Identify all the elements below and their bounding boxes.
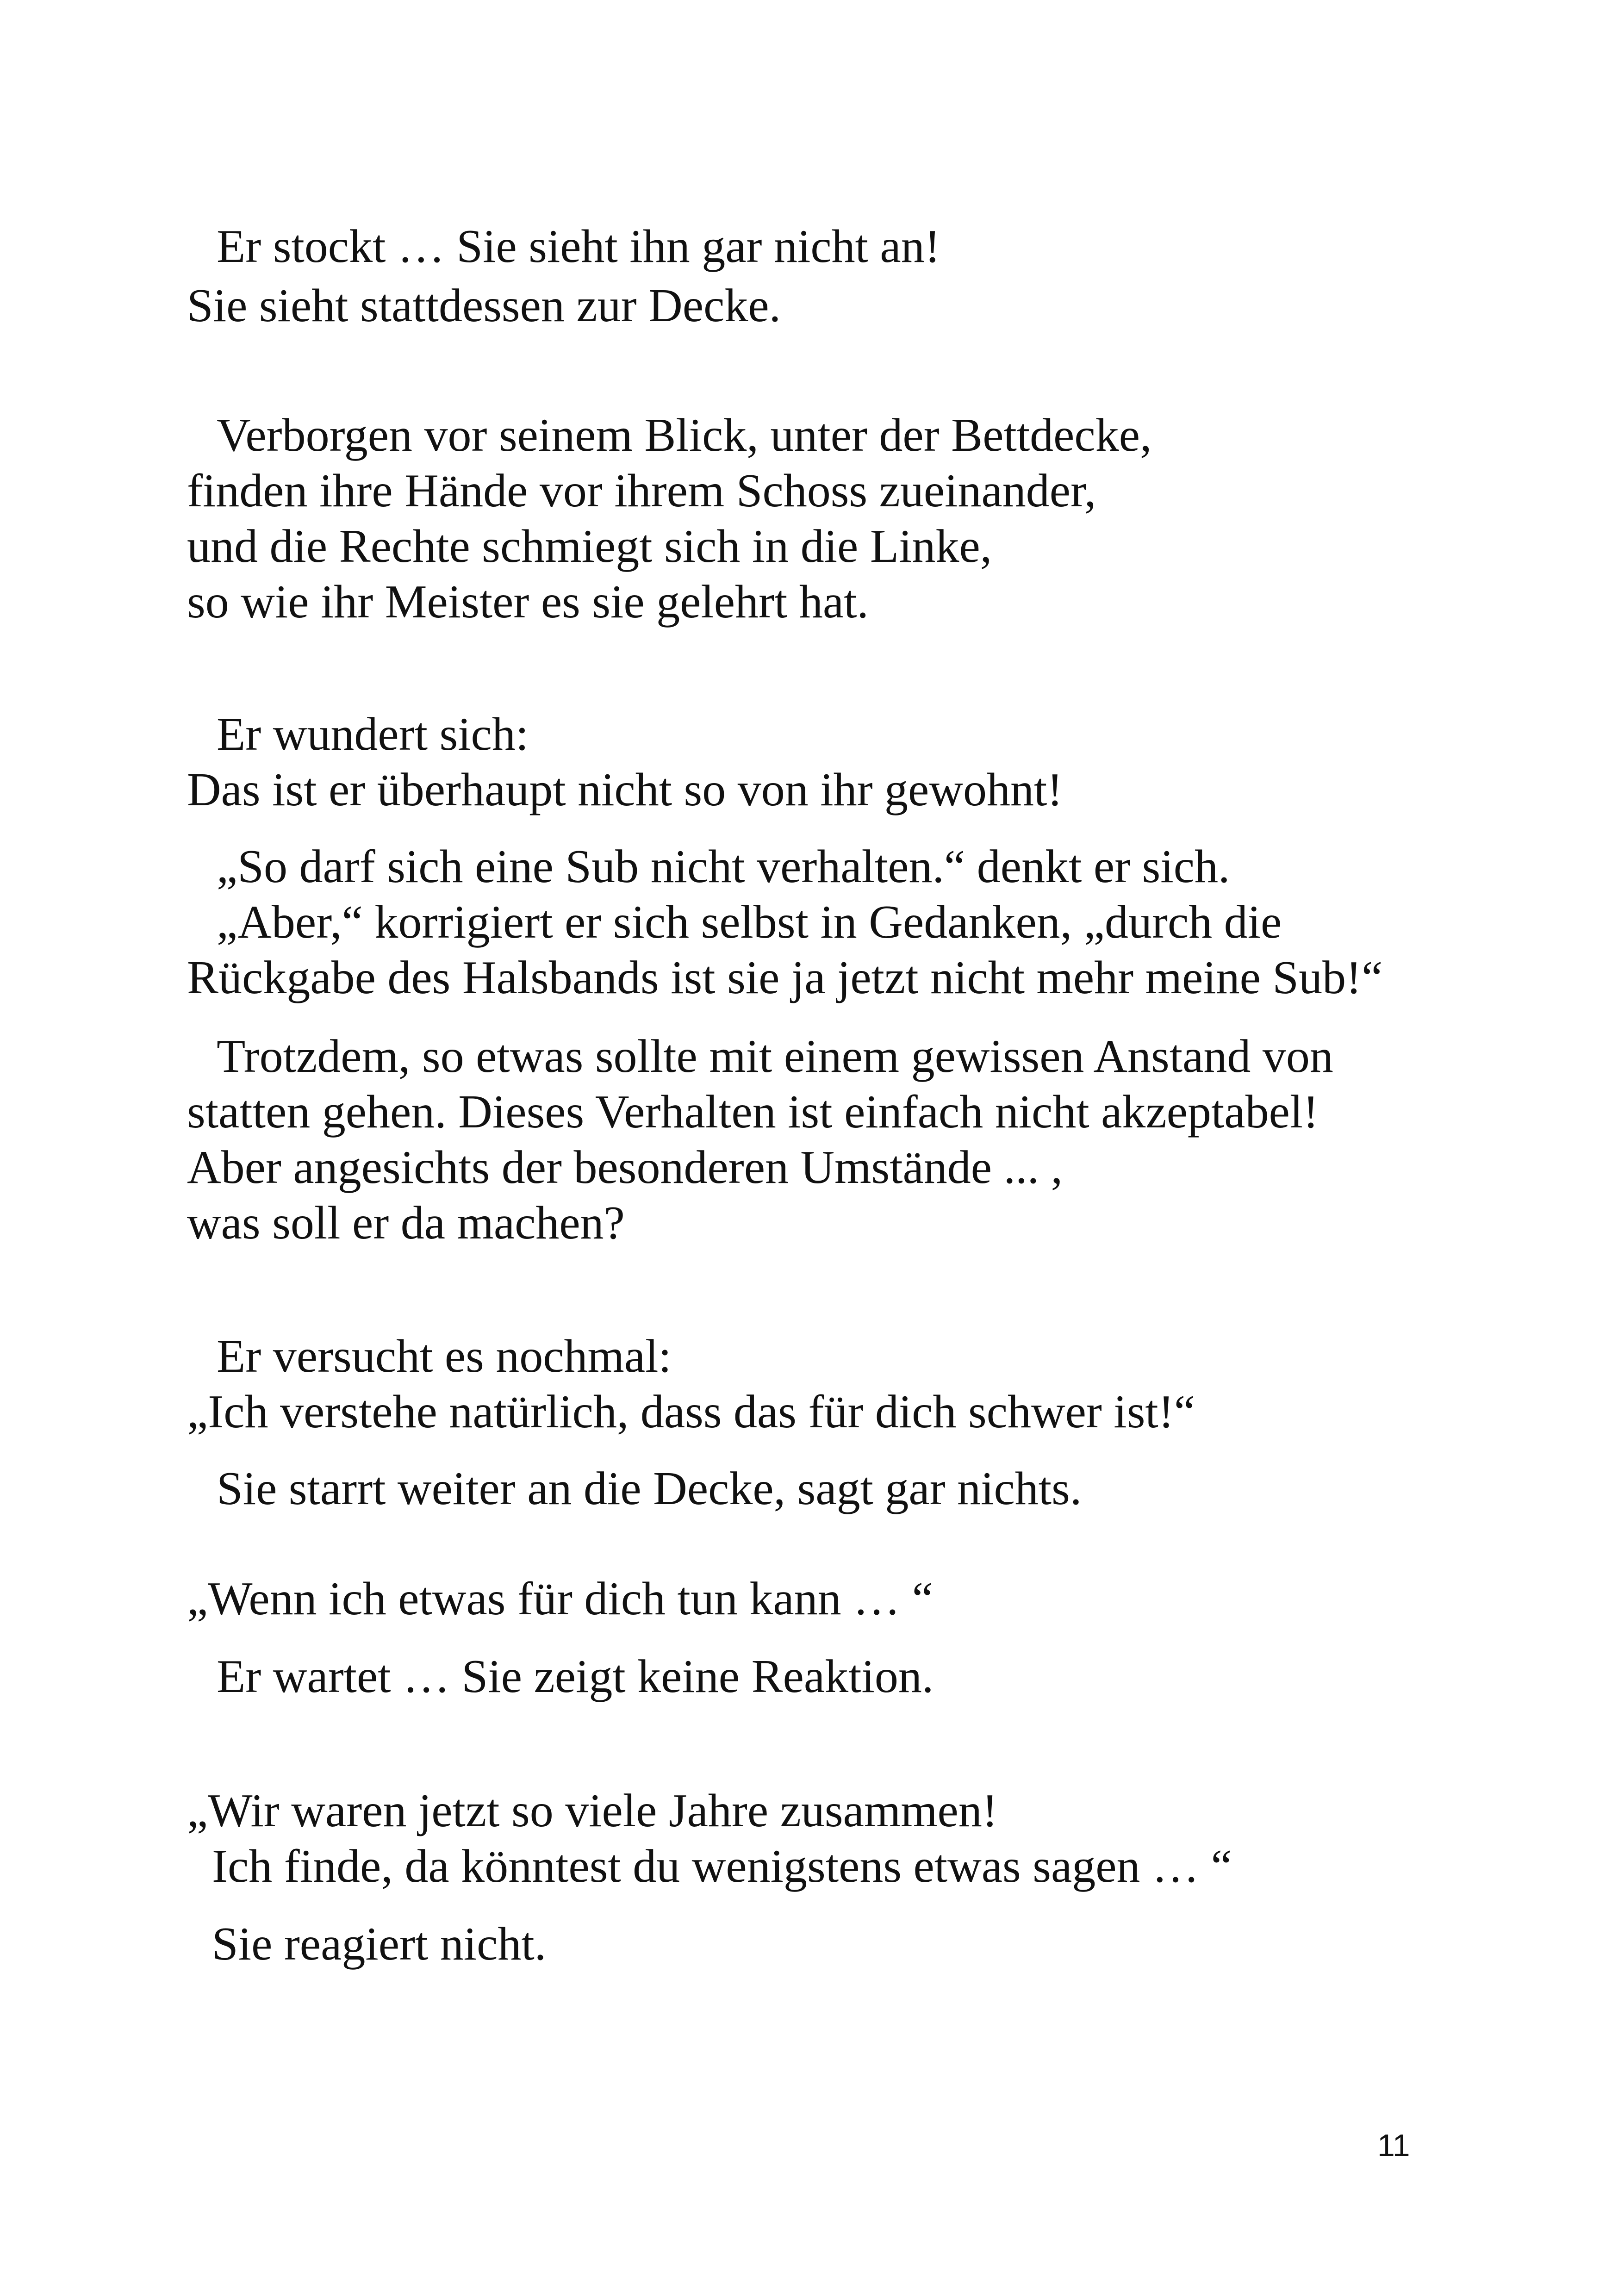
text-line: und die Rechte schmiegt sich in die Linke, <box>187 520 992 572</box>
text-line: „Ich verstehe natürlich, dass das für dich schwer ist!“ <box>187 1386 1195 1438</box>
text-line: statten gehen. Dieses Verhalten ist einfach nicht akzeptabel! <box>187 1086 1319 1138</box>
text-line: Aber angesichts der besonderen Umstände ... , <box>187 1141 1063 1194</box>
text-line: Er wundert sich: <box>217 708 529 760</box>
text-line: „Wenn ich etwas für dich tun kann … “ <box>187 1573 933 1625</box>
page-number: 11 <box>1377 2128 1410 2163</box>
text-line: so wie ihr Meister es sie gelehrt hat. <box>187 576 869 628</box>
text-line: Sie sieht stattdessen zur Decke. <box>187 280 781 332</box>
text-line: Trotzdem, so etwas sollte mit einem gewissen Anstand von <box>217 1030 1333 1083</box>
text-line: Sie starrt weiter an die Decke, sagt gar nichts. <box>217 1462 1082 1515</box>
text-line: Das ist er überhaupt nicht so von ihr gewohnt! <box>187 764 1063 816</box>
text-line: was soll er da machen? <box>187 1197 625 1249</box>
text-line: finden ihre Hände vor ihrem Schoss zueinander, <box>187 465 1096 517</box>
text-line: Er stockt … Sie sieht ihn gar nicht an! <box>217 220 940 273</box>
text-line: „So darf sich eine Sub nicht verhalten.“ denkt er sich. <box>217 840 1230 893</box>
text-line: Er versucht es nochmal: <box>217 1330 672 1382</box>
text-line: Ich finde, da könntest du wenigstens etwas sagen … “ <box>212 1840 1232 1892</box>
text-line: Sie reagiert nicht. <box>212 1918 547 1970</box>
text-line: „Wir waren jetzt so viele Jahre zusammen! <box>187 1785 998 1837</box>
text-line: „Aber,“ korrigiert er sich selbst in Gedanken, „durch die <box>217 896 1282 948</box>
text-line: Verborgen vor seinem Blick, unter der Bettdecke, <box>217 409 1152 461</box>
text-line: Rückgabe des Halsbands ist sie ja jetzt nicht mehr meine Sub!“ <box>187 952 1383 1004</box>
text-line: Er wartet … Sie zeigt keine Reaktion. <box>217 1650 934 1703</box>
